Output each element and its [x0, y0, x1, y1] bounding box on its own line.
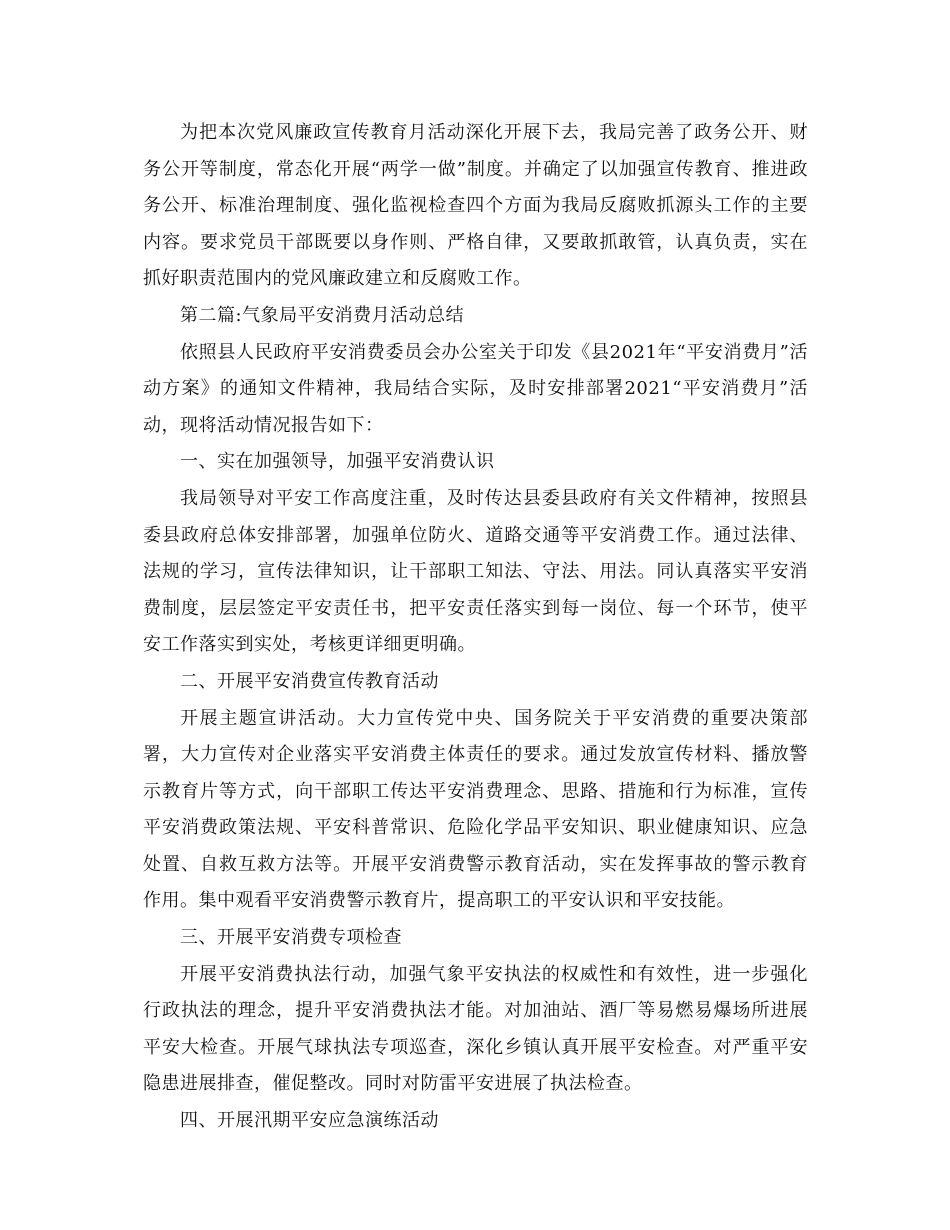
paragraph-intro: 为把本次党风廉政宣传教育月活动深化开展下去，我局完善了政务公开、财务公开等制度，常态化开展“两学一做”制度。并确定了以加强宣传教育、推进政务公开、标准治理制度、强化监视检查四个方面为我局反腐败抓源头工作的主要内容。要求党员干部既要以身作则、严格自律，又要敢抓敢管，认真负责，实在抓好职责范围内的党风廉政建立和反腐败工作。 — [143, 122, 808, 290]
paragraph-education: 开展主题宣讲活动。大力宣传党中央、国务院关于平安消费的重要决策部署，大力宣传对企业落实平安消费主体责任的要求。通过发放宣传材料、播放警示教育片等方式，向干部职工传达平安消费理念、思路、措施和行为标准，宣传平安消费政策法规、平安科普常识、危险化学品平安知识、职业健康知识、应急处置、自救互救方法等。开展平安消费警示教育活动，实在发挥事故的警示教育作用。集中观看平安消费警示教育片，提高职工的平安认识和平安技能。 — [143, 707, 808, 912]
section-title-part-two: 第二篇:气象局平安消费月活动总结 — [180, 304, 465, 326]
paragraph-background: 依照县人民政府平安消费委员会办公室关于印发《县2021年“平安消费月”活动方案》的通知文件精神，我局结合实际，及时安排部署2021“平安消费月”活动，现将活动情况报告如下： — [143, 341, 808, 436]
heading-two: 二、开展平安消费宣传教育活动 — [180, 670, 439, 692]
heading-three: 三、开展平安消费专项检查 — [180, 927, 402, 949]
heading-one: 一、实在加强领导，加强平安消费认识 — [180, 451, 495, 473]
heading-four: 四、开展汛期平安应急演练活动 — [180, 1110, 439, 1132]
document-body — [143, 115, 808, 1140]
paragraph-inspection: 开展平安消费执法行动，加强气象平安执法的权威性和有效性，进一步强化行政执法的理念，提升平安消费执法才能。对加油站、酒厂等易燃易爆场所进展平安大检查。开展气球执法专项巡查，深化乡镇认真开展平安检查。对严重平安隐患进展排查，催促整改。同时对防雷平安进展了执法检查。 — [143, 963, 808, 1095]
paragraph-leadership: 我局领导对平安工作高度注重，及时传达县委县政府有关文件精神，按照县委县政府总体安排部署，加强单位防火、道路交通等平安消费工作。通过法律、法规的学习，宣传法律知识，让干部职工知法、守法、用法。同认真落实平安消费制度，层层签定平安责任书，把平安责任落实到每一岗位、每一个环节，使平安工作落实到实处，考核更详细更明确。 — [143, 487, 808, 656]
